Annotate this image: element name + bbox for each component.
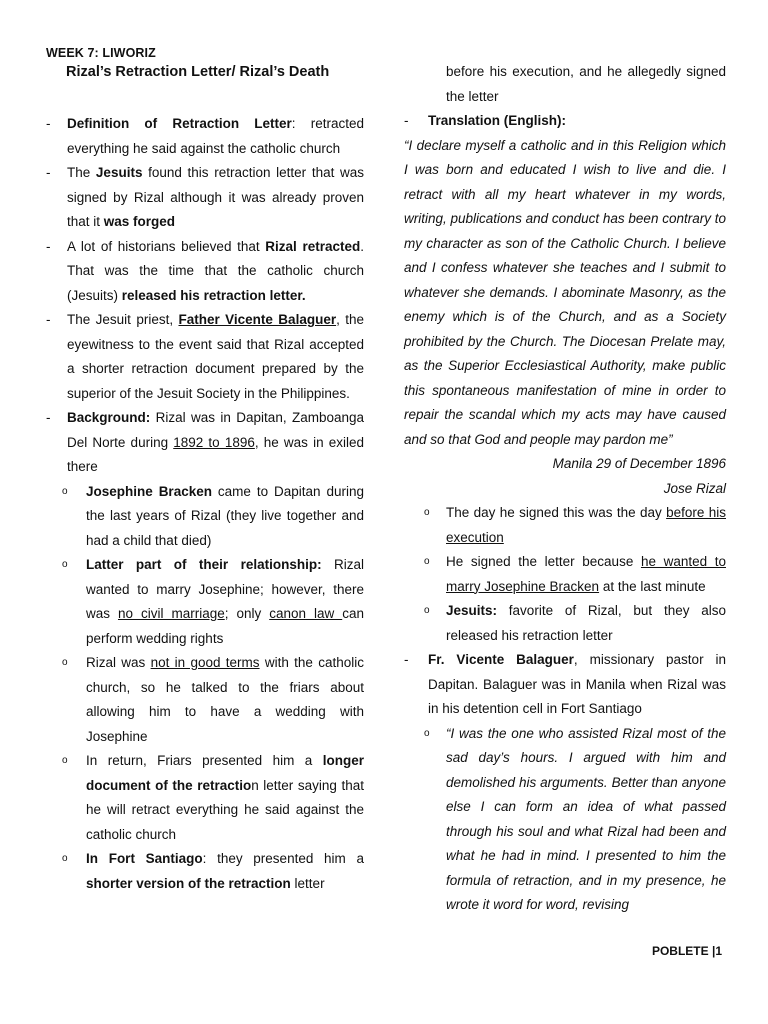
bullet-translation: - Translation (English):	[404, 109, 726, 134]
bullet-jesuits: - The Jesuits found this retraction letter that was signed by Rizal although it was already proven that it was forged	[46, 161, 364, 235]
week-label: WEEK 7: LIWORIZ	[46, 46, 156, 60]
bullet-jesuit-priest: - The Jesuit priest, Father Vicente Balaguer, the eyewitness to the event said that Rizal accepted a shorter retraction document prepared by the superior of the Jesuit Society in the Philippines.	[46, 308, 364, 406]
dash-marker: -	[46, 312, 51, 327]
sub-bullet-reason: o He signed the letter because he wanted to marry Josephine Bracken at the last minute	[404, 550, 726, 599]
letter-signature: Jose Rizal	[663, 480, 726, 496]
bullet-balaguer: - Fr. Vicente Balaguer, missionary pastor in Dapitan. Balaguer was in Manila when Rizal was in his detention cell in Fort Santiago	[404, 648, 726, 722]
sub-bullet-fort-santiago: o In Fort Santiago: they presented him a shorter version of the retraction letter	[46, 847, 364, 896]
continued-text: before his execution, and he allegedly signed the letter	[446, 64, 726, 104]
right-column	[404, 60, 726, 918]
dash-marker: -	[46, 116, 51, 131]
sub-bullet-jesuits: o Jesuits: favorite of Rizal, but they also released his retraction letter	[404, 599, 726, 648]
circle-marker: o	[62, 485, 68, 497]
bullet-historians: - A lot of historians believed that Rizal retracted. That was the time that the catholic church (Jesuits) released his retraction letter.	[46, 235, 364, 309]
sub-bullet-josephine: o Josephine Bracken came to Dapitan during the last years of Rizal (they live together and had a child that died)	[46, 480, 364, 554]
circle-marker: o	[424, 605, 430, 616]
dash-marker: -	[46, 165, 51, 180]
circle-marker: o	[62, 657, 68, 668]
page-footer: POBLETE |1	[651, 944, 722, 958]
dash-marker: -	[46, 238, 51, 254]
sub-bullet-balaguer-quote: o “I was the one who assisted Rizal most of the sad day’s hours. I argued with him and demolished his arguments. Better than anyone else I can form an idea of what passed through his soul and what Rizal had been and what he had in mind. I presented to him the formula of retraction, and in my presence, he wrote it word for word, revising	[404, 722, 726, 918]
sub-bullet-friars: o Rizal was not in good terms with the catholic church, so he talked to the friars about allowing him to have a wedding with Josephine	[46, 651, 364, 749]
circle-marker: o	[62, 559, 68, 570]
circle-marker: o	[424, 727, 430, 739]
bullet-definition: - Definition of Retraction Letter: retracted everything he said against the catholic church	[46, 112, 364, 161]
dash-marker: -	[404, 113, 409, 128]
circle-marker: o	[62, 853, 68, 864]
sub-bullet-longer-document: o In return, Friars presented him a longer document of the retraction letter saying that he will retract everything he said against the catholic church	[46, 749, 364, 847]
dash-marker: -	[46, 410, 51, 425]
retraction-quote: “I declare myself a catholic and in this Religion which I was born and educated I wish to live and die. I retract with all my heart whatever in my words, writing, publications and conduct has been contrary to my character as son of the Catholic Church. I believe and I confess whatever she teaches and I submit to whatever she demands. I abominate Masonry, as the enemy which is of the Church, and as a Society prohibited by the Church. The Diocesan Prelate may, as the Superior Ecclesiastical Authority, make public this spontaneous manifestation of mine in order to repair the scandal which my acts may have caused and so that God and people may pardon me”	[404, 137, 726, 447]
letter-date: Manila 29 of December 1896	[552, 456, 726, 471]
bullet-background: - Background: Rizal was in Dapitan, Zamboanga Del Norte during 1892 to 1896, he was in exiled there	[46, 406, 364, 480]
sub-bullet-relationship: o Latter part of their relationship: Rizal wanted to marry Josephine; however, there was no civil marriage; only canon law can perform wedding rights	[46, 553, 364, 651]
circle-marker: o	[424, 556, 430, 567]
circle-marker: o	[62, 755, 68, 766]
left-column	[46, 112, 364, 896]
circle-marker: o	[424, 507, 430, 518]
dash-marker: -	[404, 652, 409, 667]
page-title: Rizal’s Retraction Letter/ Rizal’s Death	[66, 64, 330, 80]
sub-bullet-signed-day: o The day he signed this was the day before his execution	[404, 501, 726, 550]
